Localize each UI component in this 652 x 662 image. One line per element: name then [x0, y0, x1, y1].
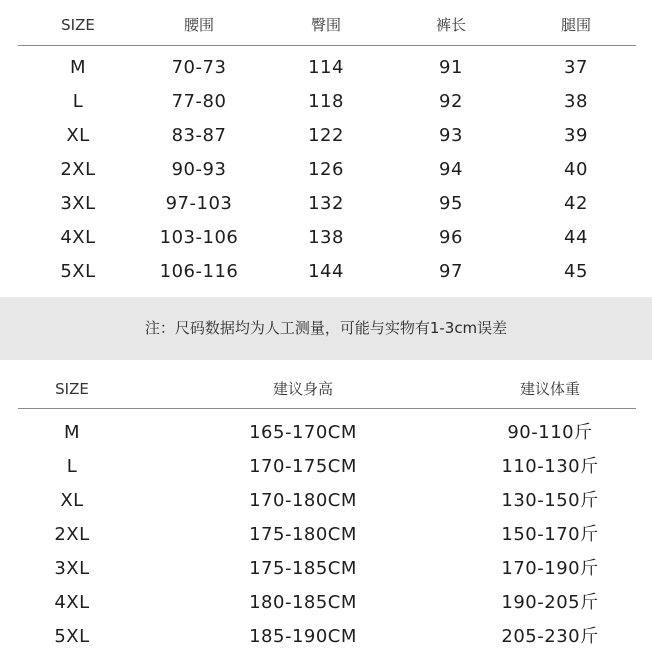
length-cell: 96	[439, 227, 463, 248]
measurement-note-band	[0, 297, 652, 360]
waist-cell: 77-80	[171, 91, 227, 112]
table-row	[0, 119, 652, 153]
size-cell: 3XL	[54, 558, 90, 579]
table-row	[0, 85, 652, 119]
size-cell: XL	[66, 125, 90, 146]
thigh-cell: 40	[564, 159, 588, 180]
thigh-cell: 38	[564, 91, 588, 112]
table-row	[0, 552, 652, 586]
hip-cell: 122	[308, 125, 344, 146]
table2-header-divider	[18, 408, 636, 409]
table1-header-row	[0, 8, 652, 42]
table-row	[0, 51, 652, 85]
size-recommendation-table	[0, 360, 652, 662]
table-row	[0, 484, 652, 518]
waist-cell: 90-93	[171, 159, 227, 180]
waist-cell: 103-106	[159, 227, 239, 248]
height-cell: 175-185CM	[249, 558, 357, 579]
waist-cell: 70-73	[171, 57, 227, 78]
hip-cell: 114	[308, 57, 344, 78]
size-cell: 5XL	[60, 261, 96, 282]
size-cell: 4XL	[54, 592, 90, 613]
waist-cell: 83-87	[171, 125, 227, 146]
size-cell: M	[69, 57, 87, 78]
thigh-cell: 39	[564, 125, 588, 146]
weight-cell: 190-205斤	[501, 592, 599, 613]
hip-cell: 132	[308, 193, 344, 214]
table-row	[0, 416, 652, 450]
table2-header-size: SIZE	[55, 380, 89, 398]
height-cell: 180-185CM	[249, 592, 357, 613]
hip-cell: 144	[308, 261, 344, 282]
table2-header-row	[0, 372, 652, 406]
height-cell: 185-190CM	[249, 626, 357, 647]
length-cell: 93	[439, 125, 463, 146]
weight-cell: 205-230斤	[501, 626, 599, 647]
weight-cell: 150-170斤	[501, 524, 599, 545]
length-cell: 94	[439, 159, 463, 180]
size-cell: 2XL	[54, 524, 90, 545]
hip-cell: 138	[308, 227, 344, 248]
length-cell: 97	[439, 261, 463, 282]
length-cell: 92	[439, 91, 463, 112]
size-cell: 3XL	[60, 193, 96, 214]
weight-cell: 110-130斤	[501, 456, 599, 477]
table2-header-weight: 建议体重	[519, 380, 580, 398]
table-row	[0, 221, 652, 255]
table-row	[0, 518, 652, 552]
measurement-note: 注：尺码数据均为人工测量，可能与实物有1-3cm误差	[144, 319, 508, 337]
table-row	[0, 153, 652, 187]
length-cell: 91	[439, 57, 463, 78]
weight-cell: 130-150斤	[501, 490, 599, 511]
hip-cell: 126	[308, 159, 344, 180]
size-cell: L	[66, 456, 78, 477]
table-row	[0, 586, 652, 620]
table1-header-size: SIZE	[61, 16, 95, 34]
height-cell: 175-180CM	[249, 524, 357, 545]
height-cell: 170-180CM	[249, 490, 357, 511]
table-row	[0, 620, 652, 654]
table1-header-thigh: 腿围	[560, 16, 591, 34]
table1-header-waist: 腰围	[183, 16, 214, 34]
table-row	[0, 450, 652, 484]
table1-header-divider	[18, 45, 636, 46]
size-cell: L	[72, 91, 84, 112]
table1-header-length: 裤长	[435, 16, 466, 34]
table1-header-hip: 臀围	[310, 16, 341, 34]
size-cell: 2XL	[60, 159, 96, 180]
thigh-cell: 45	[564, 261, 588, 282]
hip-cell: 118	[308, 91, 344, 112]
table-row	[0, 255, 652, 289]
waist-cell: 106-116	[159, 261, 239, 282]
size-cell: M	[63, 422, 81, 443]
thigh-cell: 37	[564, 57, 588, 78]
weight-cell: 170-190斤	[501, 558, 599, 579]
size-measurement-table	[0, 0, 652, 297]
size-cell: XL	[60, 490, 84, 511]
table-row	[0, 187, 652, 221]
height-cell: 165-170CM	[249, 422, 357, 443]
size-cell: 5XL	[54, 626, 90, 647]
thigh-cell: 44	[564, 227, 588, 248]
table2-header-height: 建议身高	[272, 380, 333, 398]
height-cell: 170-175CM	[249, 456, 357, 477]
thigh-cell: 42	[564, 193, 588, 214]
size-cell: 4XL	[60, 227, 96, 248]
length-cell: 95	[439, 193, 463, 214]
waist-cell: 97-103	[165, 193, 233, 214]
weight-cell: 90-110斤	[507, 422, 593, 443]
